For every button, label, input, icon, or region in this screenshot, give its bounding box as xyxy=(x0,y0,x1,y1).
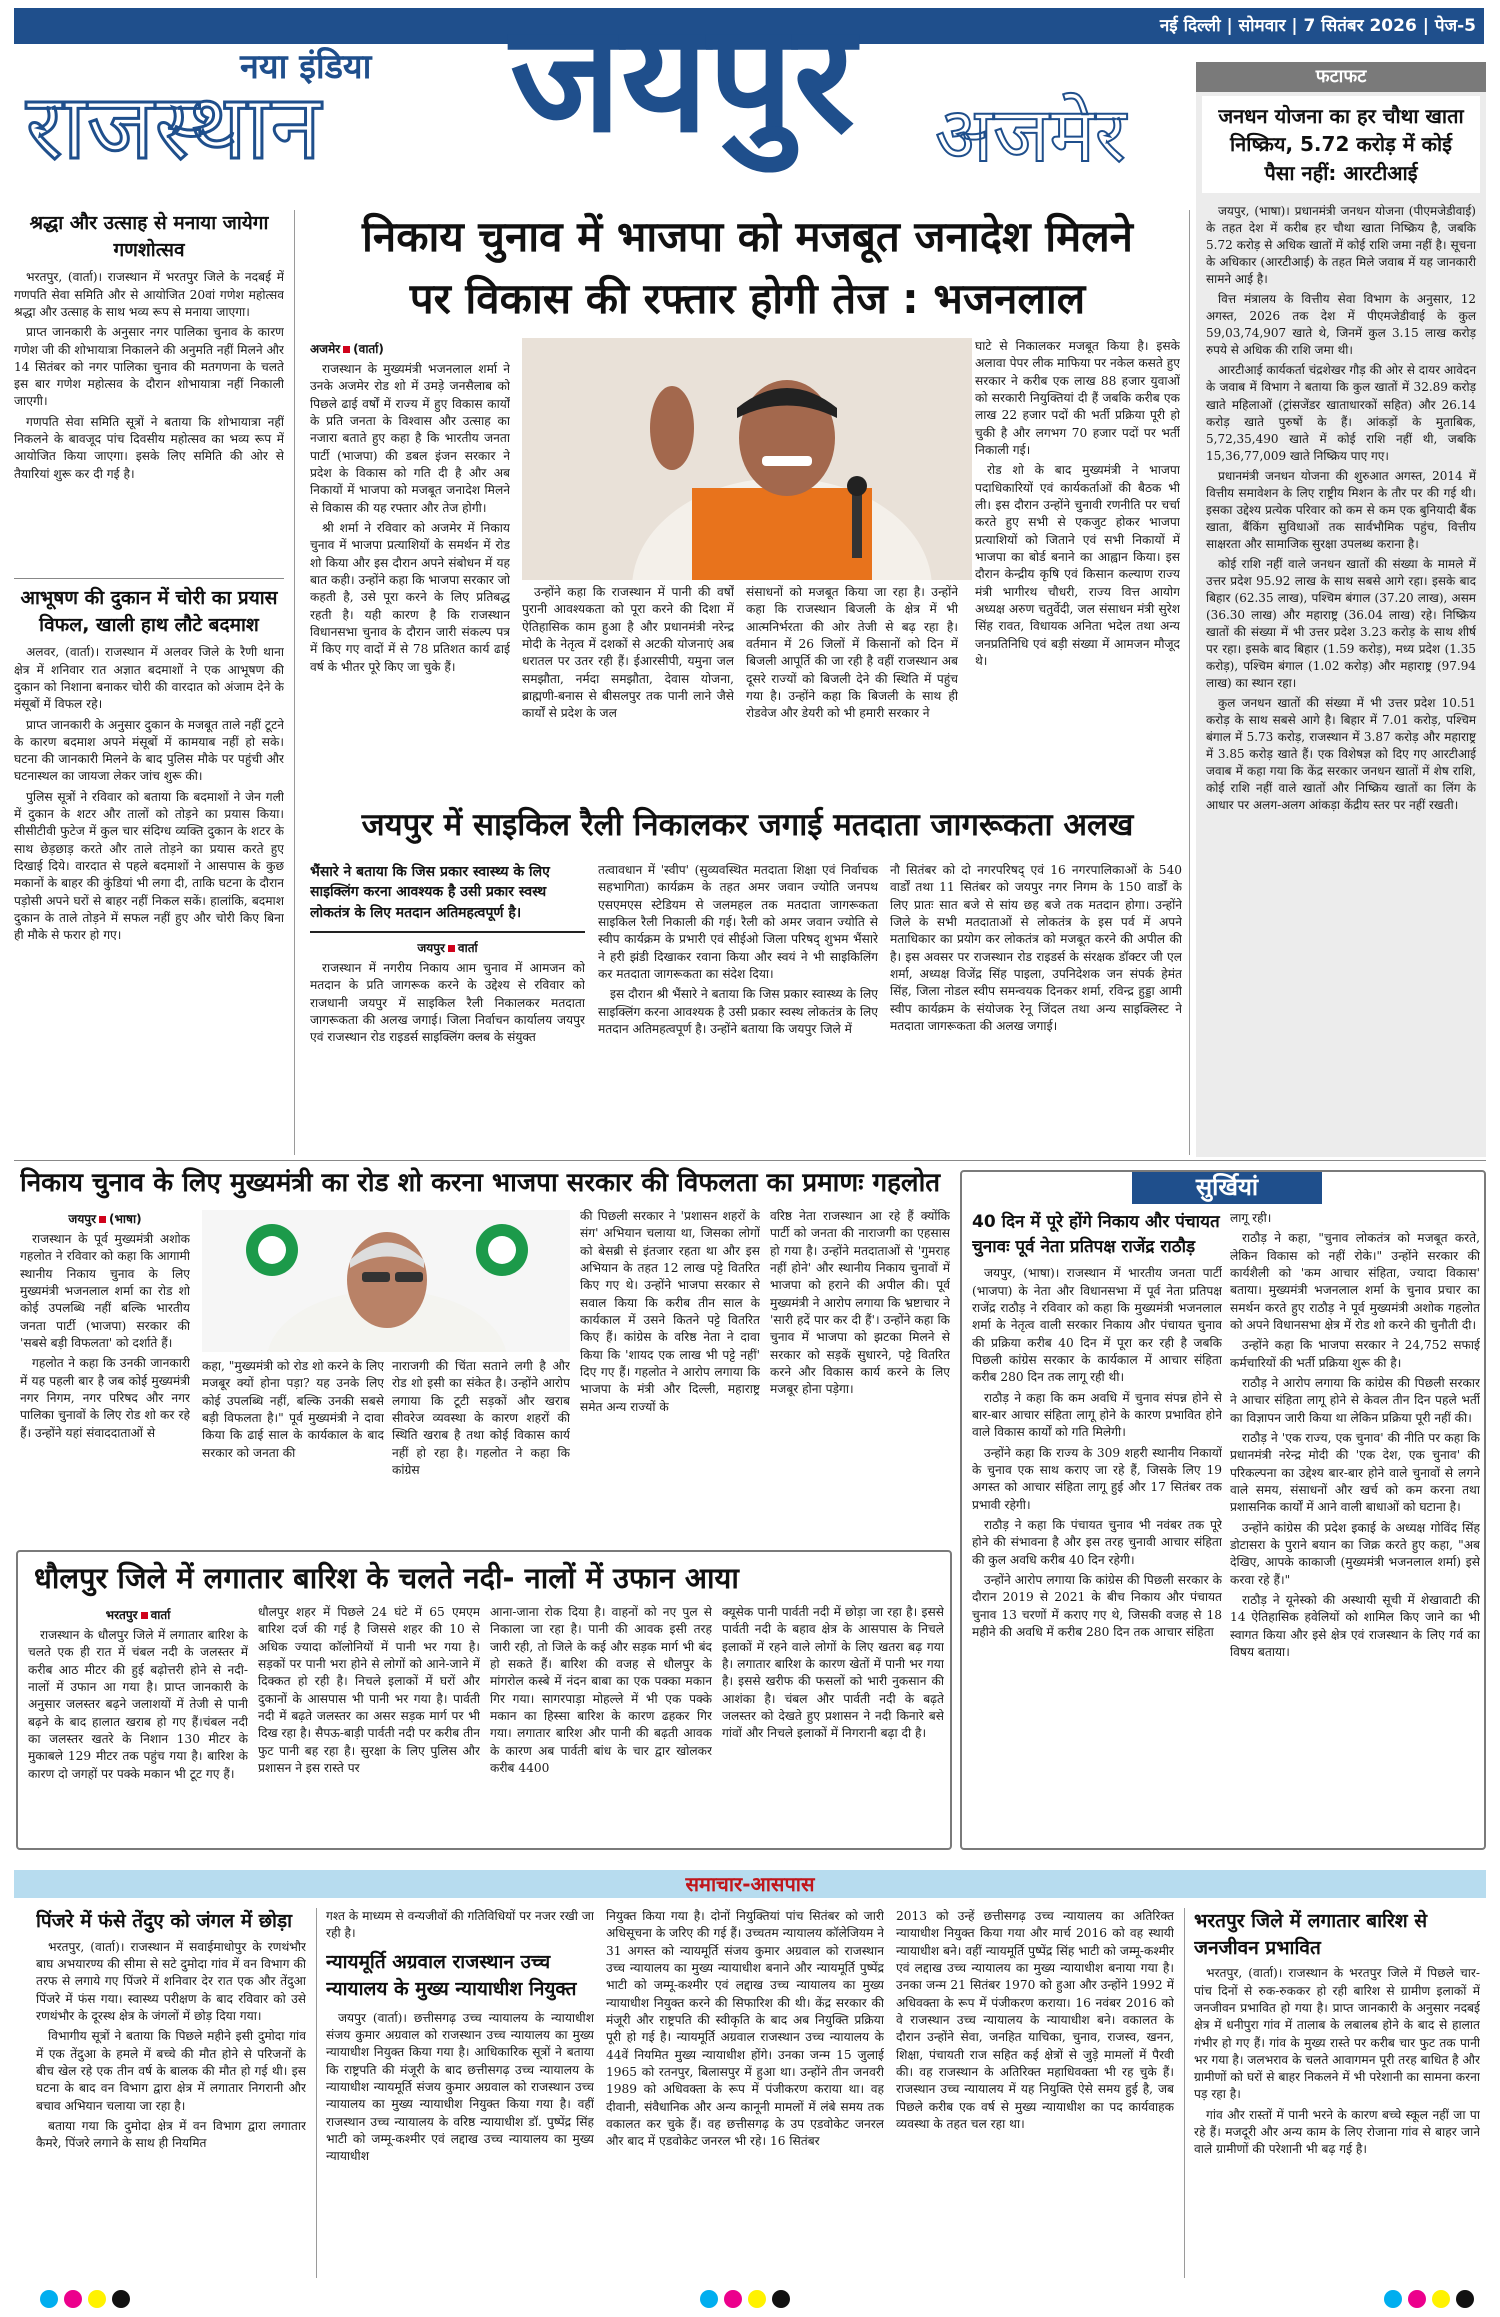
jaipur-wordmark: जयपुर xyxy=(510,0,855,166)
cycle-dateline xyxy=(310,939,585,956)
dholpur-col4 xyxy=(722,1604,944,1844)
bhajanlal-photo xyxy=(522,338,972,580)
lead-para: संसाधनों को मजबूत किया जा रहा है। उन्होंने कहा कि राजस्थान बिजली के क्षेत्र में भी आत्मनिर्भरता की ओर तेजी से बढ़ रहा है। वर्तमान में 26 जिलों में किसानों को दिन में बिजली आपूर्ति की जा रही है वहीं राजस्थान अब दूसरे राज्यों को बिजली देने की स्थिति में पहुंच गया है। उन्होंने कहा कि बिजली के साथ ही रोडवेज और डेयरी को भी हमारी सरकार ने xyxy=(746,585,958,721)
lead-headline-line1: निकाय चुनाव में भाजपा को मजबूत जनादेश मिलने xyxy=(362,212,1133,261)
gehlot-dateline xyxy=(20,1210,190,1227)
fatafat-para: कोई राशि नहीं वाले जनधन खातों की संख्या के मामले में उत्तर प्रदेश 95.92 लाख के साथ सबसे आगे रहा। इसके बाद बिहार (62.35 लाख), पश्चिम बंगाल (37.20 लाख), असम (36.30 लाख) और महाराष्ट्र (36.04 लाख) रहे। निष्क्रिय खातों की संख्या में भी उत्तर प्रदेश 3.23 करोड़ के साथ शीर्ष पर रहा। इसके बाद बिहार (1.59 करोड़), मध्य प्रदेश (1.35 करोड़), पश्चिम बंगाल (1.02 करोड़) और महाराष्ट्र (97.94 लाख) का स्थान रहा। xyxy=(1206,556,1476,691)
aaspaas-label: समाचार-आसपास xyxy=(685,1872,815,1896)
lead-para: रोड शो के बाद मुख्यमंत्री ने भाजपा पदाधिकारियों एवं कार्यकर्ताओं की बैठक भी ली। इस दौरान उन्होंने चुनावी रणनीति पर चर्चा करते हुए सभी से एकजुट होकर भाजपा प्रत्याशियों को जिताने एवं सभी निकायों में भाजपा का बोर्ड बनाने का आह्वान किया। इस दौरान केन्द्रीय कृषि एवं किसान कल्याण राज्य मंत्री भागीरथ चौधरी, राज्य वित्त आयोग अध्यक्ष अरुण चतुर्वेदी, जल संसाधन मंत्री सुरेश सिंह रावत, विधायक अनिता भदेल तथा अन्य जनप्रतिनिधि एवं बड़ी संख्या में आमजन मौजूद थे। xyxy=(975,463,1180,668)
judge-headline: न्यायमूर्ति अग्रवाल राजस्थान उच्च न्यायालय के मुख्य न्यायाधीश नियुक्त xyxy=(326,1950,577,2001)
photo-illustration xyxy=(522,338,972,580)
fatafat-body xyxy=(1196,197,1486,823)
cyan-registration-mark xyxy=(1384,2290,1402,2308)
surkhiyan-para: राठौड़ ने कहा कि पंचायत चुनाव भी नवंबर तक पूरे होने की संभावना है और इस तरह चुनावी आचार संहिता की कुल अवधि करीब 40 दिन रहेगी। xyxy=(972,1517,1222,1567)
red-square-icon xyxy=(343,346,350,353)
dateline-place: अजमेर xyxy=(310,342,341,356)
cycle-para: नौ सितंबर को दो नगरपरिषद् एवं 16 नगरपालिकाओं के 540 वार्डों तथा 11 सितंबर को जयपुर नगर निगम के 150 वार्डों के लिए प्रातः सात बजे से सांय छह बजे तक मतदान होगा। उन्होंने जिले के सभी मतदाताओं से लोकतंत्र के इस पर्व में अपने मताधिकार का प्रयोग कर लोकतंत्र को मजबूत करने की अपील की है। इस अवसर पर राजस्थान रोड राइडर्स के संरक्षक डॉक्टर जी एल शर्मा, अध्यक्ष विजेंद्र सिंह पाइला, उपनिदेशक जन संपर्क हेमंत सिंह, जिला नोडल स्वीप समन्वयक दिनकर शर्मा, रविन्द्र हुड्डा आमी स्वीप कार्यक्रम के संयोजक रेनू जिंदल तथा अन्य साइक्लिस्ट ने मतदाता जागरूकता की अलख जगाई। xyxy=(890,863,1182,1033)
dateline-place: जयपुर xyxy=(417,940,445,955)
dateline-place: भरतपुर xyxy=(105,1608,138,1622)
magenta-registration-mark xyxy=(64,2290,82,2308)
ganesh-para: भरतपुर, (वार्ता)। राजस्थान में भरतपुर जिले के नदबई में गणपति सेवा समिति और से आयोजित 20वां गणेश महोत्सव श्रद्धा और उत्साह के साथ भव्य रूप से मनाया जाएगा। xyxy=(14,270,284,319)
surkhiyan-para: राठौड़ ने कहा, "चुनाव लोकतंत्र को मजबूत करते, लेकिन विकास को नहीं रोके।" उन्होंने सरकार की कार्यशैली को 'कम आचार संहिता, ज्यादा विकास' बताया। मुख्यमंत्री भजनलाल शर्मा के चुनाव प्रचार का समर्थन करते हुए राठौड़ ने पूर्व मुख्यमंत्री अशोक गहलोत को अपने विधानसभा क्षेत्र में रोड शो करने की चुनौती दी। xyxy=(1230,1231,1480,1332)
cyan-registration-mark xyxy=(700,2290,718,2308)
leopard-para: बताया गया कि दुमोदा क्षेत्र में वन विभाग द्वारा लगातार कैमरे, पिंजरे लगाने के साथ ही नियमित xyxy=(36,2118,306,2151)
magenta-registration-mark xyxy=(1408,2290,1426,2308)
black-registration-mark xyxy=(772,2290,790,2308)
jewel-para: पुलिस सूत्रों ने रविवार को बताया कि बदमाशों ने जेन गली में दुकान के शटर और तालों को तोड़ने का प्रयास किया। सीसीटीवी फुटेज में कुल चार संदिग्ध व्यक्ति दुकान के शटर के साथ छेड़छाड़ करते और ताले तोड़ने का प्रयास करते हुए दिखाई दिये। वारदात से पहले बदमाशों ने आसपास के कुछ मकानों के बाहर की कुंडियां भी लगा दी, ताकि घटना के दौरान पड़ोसी अपने घरों से बाहर नहीं निकल सकें। हालांकि, बदमाश दुकान के ताले तोड़ने में सफल नहीं हुए और चोरी किए बिना ही मौके से फरार हो गए। xyxy=(14,789,284,943)
dholpur-col2 xyxy=(258,1604,480,1844)
gehlot-col3 xyxy=(392,1358,570,1543)
surkhiyan-para: जयपुर, (भाषा)। राजस्थान में भारतीय जनता पार्टी (भाजपा) के नेता और विधानसभा में पूर्व नेता प्रतिपक्ष राजेंद्र राठौड़ ने रविवार को कहा कि मुख्यमंत्री भजनलाल शर्मा के नेतृत्व वाली सरकार निकाय और पंचायत चुनाव की प्रक्रिया करीब 40 दिन में पूरा कर रही है जबकि पिछली कांग्रेस सरकार के कार्यकाल में आचार संहिता करीब 280 दिन तक लागू रही थी। xyxy=(972,1266,1222,1385)
judge-col1 xyxy=(326,1908,594,2283)
rain-para: गांव और रास्तों में पानी भरने के कारण बच्चे स्कूल नहीं जा पा रहे हैं। मजदूरी और अन्य काम के लिए रोजाना गांव से बाहर जाने वाले ग्रामीणों की परेशानी भी बढ़ गई है। xyxy=(1194,2107,1480,2157)
aaspaas-bar xyxy=(14,1870,1486,1898)
magenta-registration-mark xyxy=(724,2290,742,2308)
cycle-para: तत्वावधान में 'स्वीप' (सुव्यवस्थित मतदाता शिक्षा एवं निर्वाचक सहभागिता) कार्यक्रम के तहत अमर जवान ज्योति जनपथ एसएमएस स्टेडियम से जलमहल तक मतदाता जागरूकता साइकिल रैली निकाली की गई। रैली को अमर जवान ज्योति से स्वीप कार्यक्रम के प्रभारी एवं सीईओ जिला परिषद् शुभम भैंसारे ने हरी झंडी दिखाकर रवाना किया और स्वयं ने भी साइकिलिंग कर मतदाता जागरूकता का संदेश दिया। xyxy=(598,863,878,981)
lead-dateline xyxy=(310,340,510,357)
black-registration-mark xyxy=(1456,2290,1474,2308)
rain-headline: भरतपुर जिले में लगातार बारिश से जनजीवन प्रभावित xyxy=(1194,1910,1428,1959)
gehlot-para: गहलोत ने कहा कि उनकी जानकारी में यह पहली बार है जब कोई मुख्यमंत्री नगर निगम, नगर परिषद और नगर पालिका चुनावों के लिए रोड शो कर रहे हैं। उन्होंने यहां संवाददाताओं से xyxy=(20,1356,190,1440)
lead-para: राजस्थान के मुख्यमंत्री भजनलाल शर्मा ने उनके अजमेर रोड शो में उमड़े जनसैलाब को पिछले ढाई वर्षों में राज्य में हुए विकास कार्यों के प्रति जनता के विश्वास और उत्साह का नजारा बताते हुए कहा है कि भारतीय जनता पार्टी (भाजपा) की डबल इंजन सरकार ने प्रदेश के विकास को गति दी है और अब निकायों में भाजपा को मजबूत जनादेश मिलने से विकास की यह रफ्तार और तेज होगी। xyxy=(310,362,510,515)
fatafat-para: कुल जनधन खातों की संख्या में भी उत्तर प्रदेश 10.51 करोड़ के साथ सबसे आगे है। बिहार में 7.01 करोड़, पश्चिम बंगाल में 5.73 करोड़, राजस्थान में 3.87 करोड़ और महाराष्ट्र में 3.85 करोड़ खाते हैं। एक विशेषज्ञ को दिए गए आरटीआई जवाब में कहा गया कि केंद्र सरकार जनधन खातों में शेष राशि, कोई राशि नहीं वाले खातों और निष्क्रिय खातों का लिंग के आधार पर अलग-अलग आंकड़ा केंद्रीय स्तर पर नहीं रखती। xyxy=(1206,696,1476,813)
divider xyxy=(14,578,284,579)
fatafat-para: आरटीआई कार्यकर्ता चंद्रशेखर गौड़ की ओर से दायर आवेदन के जवाब में विभाग ने बताया कि कुल खातों में 32.89 करोड़ खाते महिलाओं (ट्रांसजेंडर खाताधारकों सहित) और 26.14 करोड़ खाते पुरुषों के हैं। आंकड़ों के मुताबिक, 5,72,35,490 खाते में कोई राशि नहीं थी, जबकि 15,36,77,009 खाते निष्क्रिय पाए गए। xyxy=(1206,363,1476,463)
leopard-para: भरतपुर, (वार्ता)। राजस्थान में सवाईमाधोपुर के रणथंभौर बाघ अभयारण्य की सीमा से सटे दुमोदा गांव में वन विभाग की तरफ से लगाये गए पिंजरे में शनिवार देर रात एक और तेंदुआ पिंजरे में फंस गया। स्वास्थ्य परीक्षण के बाद रविवार को उसे रणथंभौर के दूरस्थ क्षेत्र के जंगलों में छोड़ दिया गया। xyxy=(36,1939,306,2023)
dateline-place: जयपुर xyxy=(68,1212,97,1226)
leopard-para: विभागीय सूत्रों ने बताया कि पिछले महीने इसी दुमोदा गांव में एक तेंदुआ के हमले में बच्चे की मौत होने से परिजनों के बीच खेल रहे एक तीन वर्ष के बालक की मौत हो गई थी। इस घटना के बाद वन विभाग द्वारा क्षेत्र में लगातार निगरानी और बचाव अभियान चलाया जा रहा है। xyxy=(36,2029,306,2113)
red-square-icon xyxy=(141,1612,148,1619)
red-square-icon xyxy=(448,945,455,952)
cycle-pull-quote: भैंसारे ने बताया कि जिस प्रकार स्वास्थ्य के लिए साइक्लिंग करना आवश्यक है उसी प्रकार स्वस्थ लोकतंत्र के लिए मतदान अतिमहत्वपूर्ण है। xyxy=(310,862,585,933)
surkhiyan-para: उन्होंने आरोप लगाया कि कांग्रेस की पिछली सरकार के दौरान 2019 से 2021 के बीच निकाय और पंचायत चुनाव 13 चरणों में कराए गए थे, जिसकी वजह से 18 महीने की अवधि में करीब 280 दिन तक आचार संहिता xyxy=(972,1572,1222,1639)
jewel-para: अलवर, (वार्ता)। राजस्थान में अलवर जिले के रैणी थाना क्षेत्र में शनिवार रात अज्ञात बदमाशों ने एक आभूषण की दुकान को निशाना बनाकर चोरी की वारदात को अंजाम देने के मंसूबों में विफल रहे। xyxy=(14,645,284,712)
gehlot-para: कहा, "मुख्यमंत्री को रोड शो करने के लिए मजबूर क्यों होना पड़ा? यह उनके लिए कोई उपलब्धि नहीं, बल्कि उनकी सबसे बड़ी विफलता है।" पूर्व मुख्यमंत्री ने दावा किया कि ढाई साल के कार्यकाल के बाद सरकार को जनता की xyxy=(202,1359,384,1460)
gehlot-para: वरिष्ठ नेता राजस्थान आ रहे हैं क्योंकि पार्टी को जनता की नाराजगी का एहसास हो गया है। उन्होंने मतदाताओं से 'गुमराह नहीं होने' और स्थानीय निकाय चुनावों में भाजपा को हराने की अपील की। पूर्व मुख्यमंत्री ने आरोप लगाया कि भ्रष्टाचार ने 'सारी हदें पार कर दी हैं'। उन्होंने कहा कि चुनाव में भाजपा को झटका मिलने से सरकार को सड़कें सुधारने, पट्टे वितरित करने और विकास कार्य करने के लिए मजबूर होना पड़ेगा। xyxy=(770,1209,950,1397)
leopard-headline: पिंजरे में फंसे तेंदुए को जंगल में छोड़ा xyxy=(36,1910,293,1932)
cycle-col2 xyxy=(598,862,878,1157)
yellow-registration-mark xyxy=(88,2290,106,2308)
agency: (भाषा) xyxy=(109,1212,142,1226)
surkhiyan-para: राठौड़ ने यूनेस्को की अस्थायी सूची में शेखावाटी की 14 ऐतिहासिक हवेलियों को शामिल किए जाने का भी स्वागत किया और इसे क्षेत्र एवं राजस्थान के लिए गर्व का विषय बताया। xyxy=(1230,1592,1480,1659)
yellow-registration-mark xyxy=(748,2290,766,2308)
cycle-col3 xyxy=(890,862,1182,1157)
red-square-icon xyxy=(99,1216,106,1223)
agency: (वार्ता) xyxy=(353,342,384,356)
agency: वार्ता xyxy=(457,940,478,955)
jewel-story xyxy=(14,585,284,1155)
jewel-headline: आभूषण की दुकान में चोरी का प्रयास विफल, खाली हाथ लौटे बदमाश xyxy=(20,587,278,636)
cycle-headline: जयपुर में साइकिल रैली निकालकर जगाई मतदाता जागरूकता अलख xyxy=(361,807,1134,843)
registration-marks xyxy=(40,2290,1480,2312)
surkhiyan-para: लागू रही। xyxy=(1230,1211,1272,1225)
gehlot-headline: निकाय चुनाव के लिए मुख्यमंत्री का रोड शो करना भाजपा सरकार की विफलता का प्रमाणः गहलोत xyxy=(20,1168,941,1198)
yellow-registration-mark xyxy=(1432,2290,1450,2308)
lead-col2 xyxy=(522,584,734,798)
dateline-bar: नई दिल्ली | सोमवार | 7 सितंबर 2026 | पेज-5 xyxy=(1152,10,1484,38)
column-rule xyxy=(1189,210,1190,1155)
dholpur-para: आना-जाना रोक दिया है। वाहनों को नए पुल से निकाला जा रहा है। पानी की आवक इसी तरह जारी रही, तो जिले के कई और सड़क मार्ग भी बंद हो सकते हैं। बारिश की वजह से धौलपुर के मांगरोल कस्बे में नंदन बाबा का एक पक्का मकान गिर गया। सागरपाड़ा मोहल्ले में भी एक पक्के मकान का हिस्सा बारिश के कारण ढहकर गिर गया। लगातार बारिश और पानी की बढ़ती आवक के कारण अब पार्वती बांध के चार द्वार खोलकर करीब 4400 xyxy=(490,1605,712,1775)
cycle-para: राजस्थान में नगरीय निकाय आम चुनाव में आमजन को मतदान के प्रति जागरूक करने के उद्देश्य से रविवार को राजधानी जयपुर में साइकिल रैली निकालकर मतदाता जागरूकता की अलख जगाई। जिला निर्वाचन कार्यालय जयपुर एवं राजस्थान रोड राइडर्स साइक्लिंग क्लब के संयुक्त xyxy=(310,960,585,1045)
black-registration-mark xyxy=(112,2290,130,2308)
surkhiyan-label: सुर्खियां xyxy=(1132,1170,1322,1204)
dholpur-para: राजस्थान के धौलपुर जिले में लगातार बारिश के चलते एक ही रात में चंबल नदी के जलस्तर में करीब आठ मीटर की हुई बढ़ोत्तरी होने से नदी-नालों में उफान आ गया है। प्राप्त जानकारी के अनुसार जलस्तर बढ़ने जलाशयों में तेजी से पानी बढ़ने के बाद हालात खराब हो गए हैं।चंबल नदी का जलस्तर खतरे के निशान 130 मीटर के मुकाबले 129 मीटर तक पहुंच गया है। बारिश के कारण दो जगहों पर पक्के मकान भी टूट गए हैं। xyxy=(28,1628,248,1781)
lead-para: श्री शर्मा ने रविवार को अजमेर में निकाय चुनाव में भाजपा प्रत्याशियों के समर्थन में रोड शो किया और इस दौरान अपने संबोधन में यह बात कही। उन्होंने कहा कि भाजपा सरकार जो कहती है, उसे पूरा करने के लिए प्रतिबद्ध रहती है। यही कारण है कि राजस्थान विधानसभा चुनाव के दौरान जारी संकल्प पत्र में किए गए वादों में से 78 प्रतिशत कार्य ढाई वर्ष के भीतर पूरे किए जा चुके हैं। xyxy=(310,520,510,674)
lead-col4 xyxy=(975,338,1180,798)
gehlot-photo xyxy=(202,1210,570,1352)
surkhiyan-box xyxy=(960,1170,1486,1850)
gehlot-col1 xyxy=(20,1208,190,1543)
gehlot-para: की पिछली सरकार ने 'प्रशासन शहरों के संग' अभियान चलाया था, जिसका लोगों को बेसब्री से इंतजार रहता था और इस अभियान के तहत 12 लाख पट्टे वितरित किए गए थे। उन्होंने भाजपा सरकार से सवाल किया कि करीब तीन साल के कार्यकाल में उसने कितने पट्टे वितरित किए हैं। कांग्रेस के वरिष्ठ नेता ने दावा किया कि 'शायद एक लाख भी पट्टे नहीं' दिए गए हैं। गहलोत ने आरोप लगाया कि भाजपा के मंत्री और दिल्ली, महाराष्ट्र समेत अन्य राज्यों के xyxy=(580,1209,760,1414)
judge-para: 2013 को उन्हें छत्तीसगढ़ उच्च न्यायालय का अतिरिक्त न्यायाधीश नियुक्त किया गया और मार्च 2016 को वह स्थायी न्यायाधीश बने। वहीं न्यायमूर्ति पुष्पेंद्र सिंह भाटी को जम्मू-कश्मीर एवं लद्दाख उच्च न्यायालय का मुख्य न्यायाधीश बनाया गया है। उनका जन्म 21 सितंबर 1970 को हुआ और उन्होंने 1992 में अधिवक्ता के रूप में पंजीकरण कराया। 16 नवंबर 2016 को वे राजस्थान उच्च न्यायालय के न्यायाधीश बने। वकालत के दौरान उन्होंने सेवा, जनहित याचिका, चुनाव, राजस्व, खनन, शिक्षा, पंचायती राज सहित कई क्षेत्रों से जुड़े मामलों में पैरवी की। वह राजस्थान के अतिरिक्त महाधिवक्ता भी रह चुके हैं। राजस्थान उच्च न्यायालय में यह नियुक्ति ऐसे समय हुई है, जब पिछले करीब एक वर्ष से मुख्य न्यायाधीश का पद कार्यवाहक व्यवस्था के तहत चल रहा था। xyxy=(896,1909,1174,2131)
gehlot-col4 xyxy=(580,1208,760,1543)
surkhiyan-headline: 40 दिन में पूरे होंगे निकाय और पंचायत चुनावः पूर्व नेता प्रतिपक्ष राजेंद्र राठौड़ xyxy=(972,1212,1220,1257)
lead-headline-line2: पर विकास की रफ्तार होगी तेज : भजनलाल xyxy=(409,274,1086,323)
fatafat-box xyxy=(1196,62,1486,1157)
fatafat-para: प्रधानमंत्री जनधन योजना की शुरुआत अगस्त, 2014 में वित्तीय समावेशन के लिए राष्ट्रीय मिशन के तौर पर की गई थी। इसका उद्देश्य प्रत्येक परिवार को कम से कम एक बुनियादी बैंक खाता, बैंकिंग सुविधाओं तक सार्वभौमिक पहुंच, वित्तीय साक्षरता और सामाजिक सुरक्षा उपलब्ध कराना है। xyxy=(1206,468,1476,551)
surkhiyan-para: उन्होंने कहा कि भाजपा सरकार ने 24,752 सफाई कर्मचारियों की भर्ती प्रक्रिया शुरू की है। xyxy=(1230,1338,1480,1370)
lead-col3 xyxy=(746,584,958,798)
jewel-para: प्राप्त जानकारी के अनुसार दुकान के मजबूत ताले नहीं टूटने के कारण बदमाश अपने मंसूबों में कामयाब नहीं हो सके। घटना की जानकारी मिलने के बाद पुलिस मौके पर पहुंची और घटनास्थल का जायजा लेकर जांच शुरू की। xyxy=(14,717,284,784)
surkhiyan-para: उन्होंने कहा कि राज्य के 309 शहरी स्थानीय निकायों के चुनाव एक साथ कराए जा रहे हैं, जिसके लिए 19 अगस्त को आचार संहिता लागू हुई और 17 सितंबर तक प्रभावी रहेगी। xyxy=(972,1445,1222,1512)
judge-para: जयपुर (वार्ता)। छत्तीसगढ़ उच्च न्यायालय के न्यायाधीश संजय कुमार अग्रवाल को राजस्थान उच्च न्यायालय का मुख्य न्यायाधीश नियुक्त किया गया है। आधिकारिक सूत्रों ने बताया कि राष्ट्रपति की मंजूरी के बाद छत्तीसगढ़ उच्च न्यायालय के न्यायाधीश न्यायमूर्ति संजय कुमार अग्रवाल को राजस्थान उच्च न्यायालय का मुख्य न्यायाधीश नियुक्त किया गया है। वहीं राजस्थान उच्च न्यायालय के वरिष्ठ न्यायाधीश डॉ. पुष्पेंद्र सिंह भाटी को जम्मू-कश्मीर एवं लद्दाख उच्च न्यायालय का मुख्य न्यायाधीश xyxy=(326,2010,594,2164)
photo-illustration xyxy=(202,1210,570,1352)
judge-col2 xyxy=(606,1908,884,2283)
rajasthan-wordmark: राजस्थान xyxy=(26,75,322,180)
judge-para: नियुक्त किया गया है। दोनों नियुक्तियां पांच सितंबर को जारी अधिसूचना के जरिए की गई हैं। उच्चतम न्यायालय कॉलेजियम ने 31 अगस्त को न्यायमूर्ति संजय कुमार अग्रवाल को राजस्थान उच्च न्यायालय का मुख्य न्यायाधीश बनाने और न्यायमूर्ति पुष्पेंद्र भाटी को जम्मू-कश्मीर एवं लद्दाख उच्च न्यायालय का मुख्य न्यायाधीश नियुक्त करने की सिफारिश की थी। केंद्र सरकार की मंजूरी और राष्ट्रपति की स्वीकृति के बाद अब नियुक्ति प्रक्रिया पूरी हो गई है। न्यायमूर्ति अग्रवाल राजस्थान उच्च न्यायालय के 44वें नियमित मुख्य न्यायाधीश होंगे। उनका जन्म 15 जुलाई 1965 को रतनपुर, बिलासपुर में हुआ था। उन्होंने तीन जनवरी 1989 को अधिवक्ता के रूप में पंजीकरण कराया था। वह दीवानी, संवैधानिक और अन्य कानूनी मामलों में लंबे समय तक वकालत कर चुके हैं। वह छत्तीसगढ़ के उप एडवोकेट जनरल और बाद में एडवोकेट जनरल भी रहे। 16 सितंबर xyxy=(606,1909,884,2149)
gehlot-para: नाराजगी की चिंता सताने लगी है और रोड शो इसी का संकेत है। उन्होंने आरोप लगाया कि टूटी सड़कों और खराब सीवरेज व्यवस्था के कारण शहरों की स्थिति खराब है तथा कोई विकास कार्य नहीं हो रहा है। गहलोत ने कहा कि कांग्रेस xyxy=(392,1359,570,1477)
ajmer-wordmark: अजमेर xyxy=(935,90,1126,179)
surkhiyan-para: राठौड़ ने 'एक राज्य, एक चुनाव' की नीति पर कहा कि प्रधानमंत्री नरेन्द्र मोदी की 'एक देश, एक चुनाव' की परिकल्पना का उद्देश्य बार-बार होने वाले चुनावों से लगने वाले समय, संसाधनों और खर्च को कम करना तथा प्रशासनिक कार्यों में आने वाली बाधाओं को घटाना है। xyxy=(1230,1430,1480,1515)
leopard-story xyxy=(36,1908,306,2283)
judge-col3 xyxy=(896,1908,1174,2283)
cycle-col1 xyxy=(310,862,585,1157)
ganesh-para: गणपति सेवा समिति सूत्रों ने बताया कि शोभायात्रा नहीं निकलने के बावजूद पांच दिवसीय महोत्सव का भव्य रूप में आयोजित किया जाएगा। इसके लिए समिति की ओर से तैयारियां शुरू कर दी गई है। xyxy=(14,414,284,481)
dholpur-dateline xyxy=(28,1606,248,1623)
judge-para: गश्त के माध्यम से वन्यजीवों की गतिविधियों पर नजर रखी जा रही है। xyxy=(326,1909,594,1941)
rain-story xyxy=(1194,1908,1480,2283)
surkhiyan-para: उन्होंने कांग्रेस की प्रदेश इकाई के अध्यक्ष गोविंद सिंह डोटासरा के पुराने बयान का जिक्र करते हुए कहा, "अब देखिए, आपके काकाजी (मुख्यमंत्री भजनलाल शर्मा) इसे करवा रहे हैं।" xyxy=(1230,1520,1480,1587)
rain-para: भरतपुर, (वार्ता)। राजस्थान के भरतपुर जिले में पिछले चार-पांच दिनों से रुक-रुककर हो रही बारिश से ग्रामीण इलाकों में जनजीवन प्रभावित हो गया है। प्राप्त जानकारी के अनुसार नदबई क्षेत्र में धनीपुरा गांव में तालाब के लबालब होने के बाद से हालात गंभीर हो गए हैं। गांव के मुख्य रास्ते पर करीब चार फुट तक पानी भर गया है। जलभराव के चलते आवागमन पूरी तरह बाधित है और ग्रामीणों को घरों से बाहर निकलने में भी परेशानी का सामना करना पड़ रहा है। xyxy=(1194,1966,1480,2102)
dholpur-para: धौलपुर शहर में पिछले 24 घंटे में 65 एमएम बारिश दर्ज की गई है जिससे शहर की 10 से अधिक ज्यादा कॉलोनियों में पानी भर गया है। सड़कों पर पानी भरा होने से लोगों को आने-जाने में दिक्कत हो रही है। निचले इलाकों में घरों और दुकानों के आसपास भी पानी भर गया है। पार्वती नदी में बढ़ते जलस्तर का असर सड़क मार्ग पर भी दिख रहा है। सैपऊ-बाड़ी पार्वती नदी पर करीब तीन फुट पानी बह रहा है। सुरक्षा के लिए पुलिस और प्रशासन ने इस रास्ते पर xyxy=(258,1605,480,1775)
column-rule xyxy=(294,210,295,1155)
dholpur-box xyxy=(16,1550,952,1850)
surkhiyan-col2 xyxy=(1230,1210,1480,1842)
surkhiyan-para: राठौड़ ने कहा कि कम अवधि में चुनाव संपन्न होने से बार-बार आचार संहिता लागू होने के कारण प्रभावित होने वाले विकास कार्यों को गति मिलेगी। xyxy=(972,1390,1222,1440)
cycle-para: इस दौरान श्री भैंसारे ने बताया कि जिस प्रकार स्वास्थ्य के लिए साइक्लिंग करना आवश्यक है उसी प्रकार स्वस्थ लोकतंत्र के लिए मतदान अतिमहत्वपूर्ण है। उन्होंने बताया कि जयपुर जिले में xyxy=(598,987,878,1036)
dholpur-headline: धौलपुर जिले में लगातार बारिश के चलते नदी- नालों में उफान आया xyxy=(34,1561,739,1595)
ganesh-para: प्राप्त जानकारी के अनुसार नगर पालिका चुनाव के कारण गणेश जी की शोभायात्रा निकालने की अनुमति नहीं मिलने और 14 सितंबर को नगर पालिका चुनाव की मतगणना के चलते इस बार गणेश महोत्सव के दौरान शोभायात्रा नहीं निकाली जाएगी। xyxy=(14,325,284,409)
lead-col1 xyxy=(310,338,510,798)
fatafat-para: वित्त मंत्रालय के वित्तीय सेवा विभाग के अनुसार, 12 अगस्त, 2026 तक देश में पीएमजेडीवाई के कुल 59,03,74,907 खाते थे, जिनमें कुल 3.15 लाख करोड़ रुपये से अधिक की राशि जमा थी। xyxy=(1206,292,1476,358)
dholpur-para: क्यूसेक पानी पार्वती नदी में छोड़ा जा रहा है। इससे पार्वती नदी के बहाव क्षेत्र के आसपास के निचले इलाकों में रहने वाले लोगों के लिए खतरा बढ़ गया है। लगातार बारिश के कारण खेतों में पानी भर गया है। इससे खरीफ की फसलों को भारी नुकसान की आशंका है। चंबल और पार्वती नदी के बढ़ते जलस्तर को देखते हुए प्रशासन ने नदी किनारे बसे गांवों और निचले इलाकों में निगरानी बढ़ा दी है। xyxy=(722,1605,944,1741)
gehlot-col5 xyxy=(770,1208,950,1543)
dholpur-col3 xyxy=(490,1604,712,1844)
agency: वार्ता xyxy=(150,1608,171,1622)
naya-india-label: नया इंडिया xyxy=(240,47,372,87)
lead-para: घाटे से निकालकर मजबूत किया है। इसके अलावा पेपर लीक माफिया पर नकेल कसते हुए सरकार ने करीब एक लाख 88 हजार युवाओं को सरकारी नियुक्तियां दी हैं जबकि करीब एक लाख 22 हजार पदों की भर्ती प्रक्रिया पूरी हो चुकी है और लगभग 70 हजार पदों पर भर्ती निकाली गई। xyxy=(975,339,1180,457)
lead-para: उन्होंने कहा कि राजस्थान में पानी की वर्षों पुरानी आवश्यकता को पूरा करने की दिशा में ऐतिहासिक काम हुआ है और प्रधानमंत्री नरेन्द्र मोदी के नेतृत्व में दशकों से अटकी योजनाएं अब धरातल पर उतर रही हैं। ईआरसीपी, यमुना जल समझौता, नर्मदा समझौता, देवास योजना, ब्राह्मणी-बनास से बीसलपुर तक पानी लाने जैसे कार्यों से प्रदेश के जल xyxy=(522,585,734,721)
column-rule xyxy=(1184,1908,1185,2278)
cyan-registration-mark xyxy=(40,2290,58,2308)
fatafat-para: जयपुर, (भाषा)। प्रधानमंत्री जनधन योजना (पीएमजेडीवाई) के तहत देश में करीब हर चौथा खाता निष्क्रिय है, जबकि 5.72 करोड़ से अधिक खातों में कोई राशि जमा नहीं है। सूचना के अधिकार (आरटीआई) के तहत मिले जवाब में यह जानकारी सामने आई है। xyxy=(1206,204,1476,287)
gehlot-para: राजस्थान के पूर्व मुख्यमंत्री अशोक गहलोत ने रविवार को कहा कि आगामी स्थानीय निकाय चुनाव के लिए मुख्यमंत्री भजनलाल शर्मा का रोड शो कोई उपलब्धि नहीं बल्कि भारतीय जनता पार्टी (भाजपा) सरकार की 'सबसे बड़ी विफलता' को दर्शाते हैं। xyxy=(20,1232,190,1350)
dholpur-col1 xyxy=(28,1604,248,1844)
column-rule xyxy=(316,1908,317,2278)
section-divider xyxy=(14,1160,1486,1161)
ganesh-story xyxy=(14,210,284,570)
ganesh-headline: श्रद्धा और उत्साह से मनाया जायेगा गणशोत्सव xyxy=(29,212,269,261)
fatafat-label: फटाफट xyxy=(1196,62,1486,92)
lead-headline xyxy=(310,206,1185,334)
fatafat-headline: जनधन योजना का हर चौथा खाता निष्क्रिय, 5.72 करोड़ में कोई पैसा नहीं: आरटीआई xyxy=(1202,96,1480,193)
surkhiyan-col1 xyxy=(972,1210,1222,1842)
surkhiyan-para: राठौड़ ने आरोप लगाया कि कांग्रेस की पिछली सरकार ने आचार संहिता लागू होने से केवल तीन दिन पहले भर्ती का विज्ञापन जारी किया था लेकिन प्रक्रिया पूरी नहीं की। xyxy=(1230,1375,1480,1425)
gehlot-col2 xyxy=(202,1358,384,1543)
